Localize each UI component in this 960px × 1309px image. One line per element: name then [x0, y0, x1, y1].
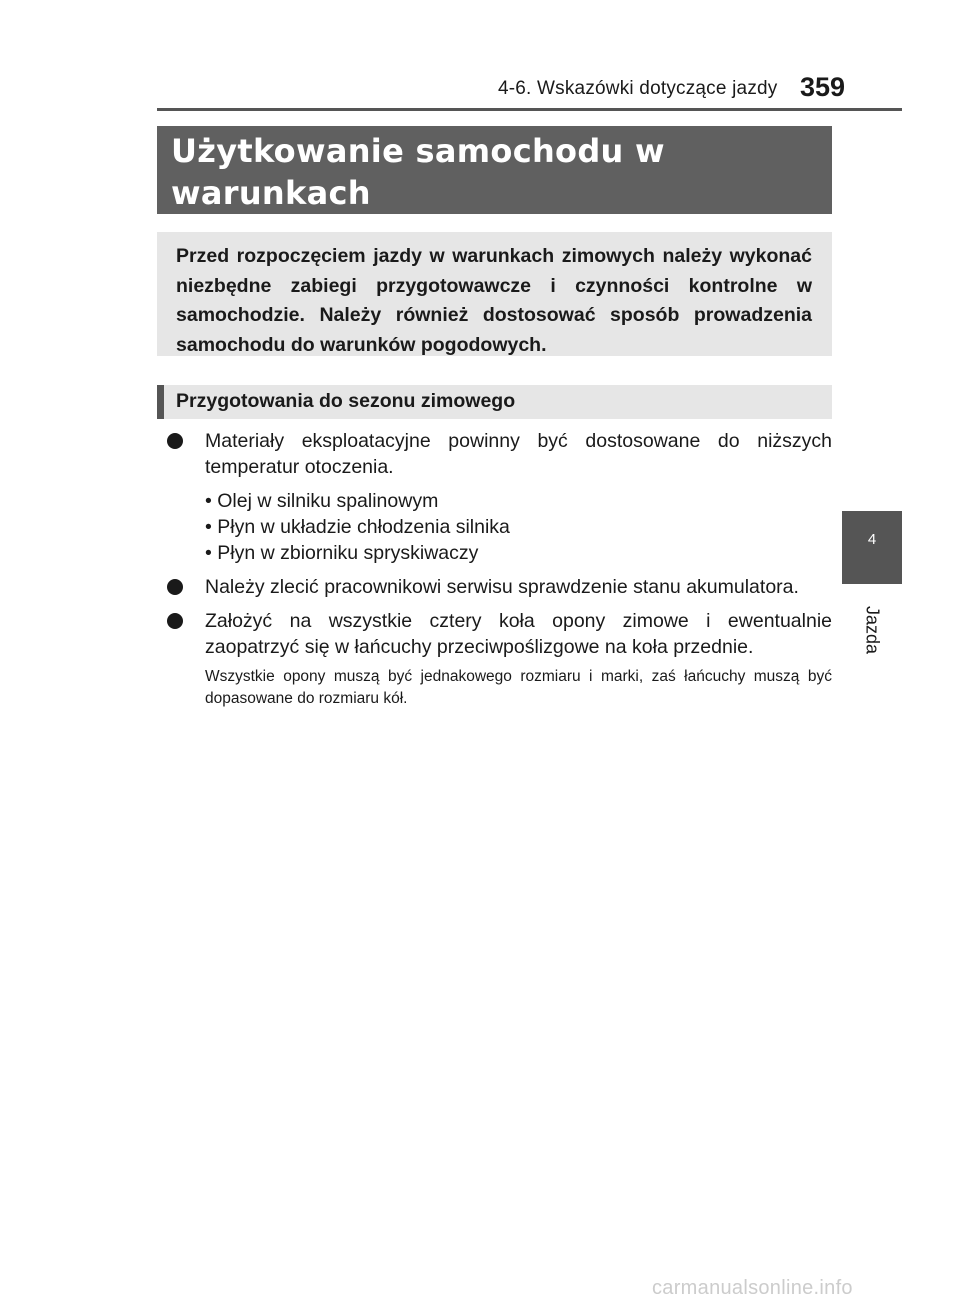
intro-box: Przed rozpoczęciem jazdy w warunkach zimowych należy wykonać niezbędne zabiegi przygotowawcze i czynności kontrolne w samochodzie. Należy również dostosować sposób prowadzenia samochodu do warunków pogodowych. [157, 232, 832, 356]
page-title-line1: Użytkowanie samochodu w warunkach [171, 132, 665, 212]
chapter-tab [842, 511, 902, 584]
content-body [157, 428, 832, 710]
list-item: • Płyn w zbiorniku spryskiwaczy [205, 542, 479, 564]
bullet-item [157, 428, 832, 480]
bullet-item [157, 608, 832, 660]
page-number: 359 [800, 72, 846, 102]
page-title [157, 126, 832, 214]
chapter-number: 4 [867, 531, 877, 548]
bullet-dot-icon [167, 579, 183, 595]
fluid-list [157, 488, 832, 566]
chapter-label [850, 590, 894, 670]
bullet-text: Należy zlecić pracownikowi serwisu sprawdzenie stanu akumulatora. [205, 576, 799, 598]
bullet-item [157, 574, 832, 600]
bullet-text: Materiały eksploatacyjne powinny być dostosowane do niższych temperatur otoczenia. [205, 430, 832, 478]
list-item: • Olej w silniku spalinowym [205, 490, 439, 512]
watermark: carmanualsonline.info [652, 1277, 853, 1299]
header-rule [157, 108, 902, 111]
chapter-label-text: Jazda [862, 605, 883, 655]
section-heading: Przygotowania do sezonu zimowego [157, 385, 832, 419]
bullet-dot-icon [167, 613, 183, 629]
bullet-dot-icon [167, 433, 183, 449]
bullet-text: Założyć na wszystkie cztery koła opony zimowe i ewentualnie zaopatrzyć się w łańcuchy przeciwpoślizgowe na koła przednie. [205, 610, 832, 658]
list-item: • Płyn w układzie chłodzenia silnika [205, 516, 510, 538]
section-header: 4-6. Wskazówki dotyczące jazdy [498, 78, 778, 99]
tire-note: Wszystkie opony muszą być jednakowego rozmiaru i marki, zaś łańcuchy muszą być dopasowane do rozmiaru kół. [205, 668, 832, 707]
